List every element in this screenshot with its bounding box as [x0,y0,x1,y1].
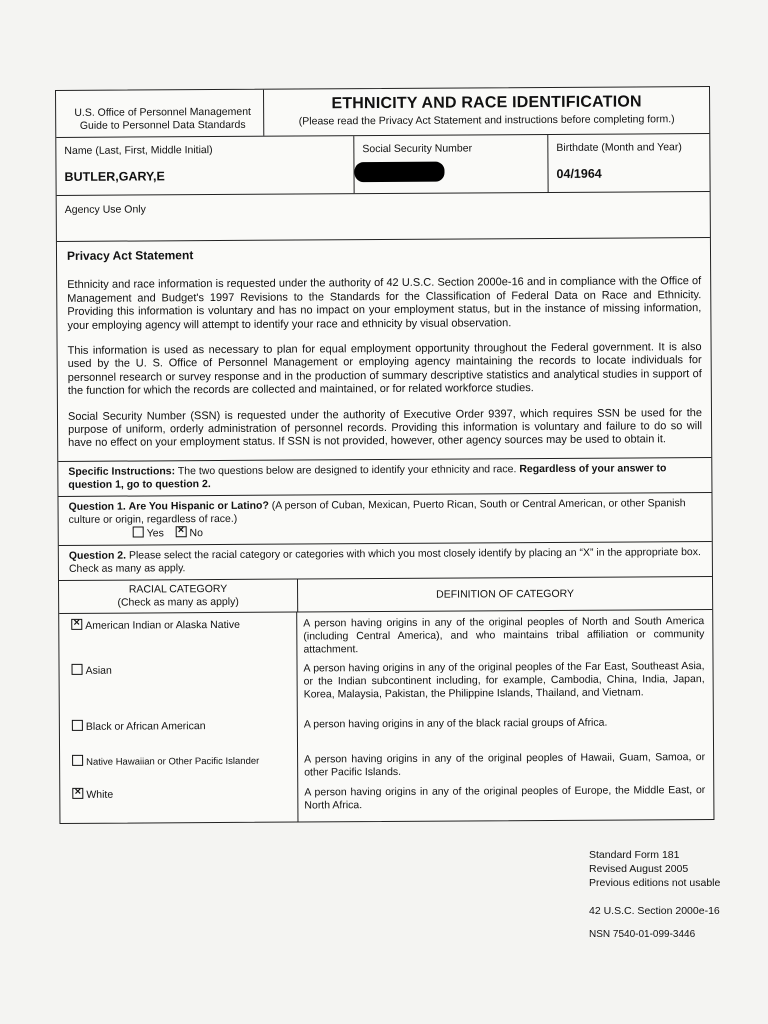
privacy-paragraph-3: Social Security Number (SSN) is requested under the authority of Executive Order 9397, which requires SSN be used for the purpose of uniform, orderly administration of personnel records. Providing this information is voluntary and failure to do so will have no effect on your employment status. If SSN is not provided, however, other agency sources may be used to obtain it. [67,406,703,450]
form-header [56,87,709,138]
form-subtitle: (Please read the Privacy Act Statement and instructions before completing form.) [298,113,675,128]
agency-block [56,90,264,137]
authority-line: 42 U.S.C. Section 2000e-16 [589,905,720,917]
no-label: No [189,526,203,540]
form-number-block [589,848,720,890]
category-cell [59,612,297,658]
category-cell [60,713,298,749]
question2 [59,542,712,580]
category-table-header [59,577,712,614]
yes-checkbox[interactable] [133,526,144,537]
category-table-body [59,610,713,823]
instructions-bold-text: Regardless of your answer to question 1, go to question 2. [68,462,667,491]
privacy-paragraph-2: This information is used as necessary to plan for equal employment opportunity throughout the Federal government. It is also used by the U. S. Office of Personnel Management or employing agency maintaining the records to locate individuals for personnel research or survey response and in the production of summary descriptive statistics and analytical studies in support of the function for which the records are collected and maintained, or for related workforce studies. [67,341,702,398]
category-checkbox[interactable] [72,664,83,675]
category-cell [60,748,298,782]
identity-row [56,134,709,196]
question1-options [133,523,703,540]
category-row [60,711,713,750]
racial-category-hint: (Check as many as apply) [117,595,239,609]
revision-date: Revised August 2005 [589,863,689,875]
category-label: Black or African American [85,719,206,733]
privacy-section [57,238,711,462]
definition-header: DEFINITION OF CATEGORY [436,587,575,601]
agency-use-label: Agency Use Only [64,203,146,216]
category-row [60,746,713,783]
racial-category-header [59,579,298,612]
category-definition: A person having origins in any of the original peoples of the Far East, Southeast Asia, or the Indian subcontinent including, for example, Cambodia, China, India, Japan, Korea, Malaysia, Pakistan, the Philippine Islands, Thailand, and Vietnam. [303,659,705,701]
category-checkbox[interactable] [72,720,83,731]
name-label: Name (Last, First, Middle Initial) [64,144,213,157]
agency-name: U.S. Office of Personnel Management [74,105,252,119]
category-row [59,610,712,659]
category-checkbox[interactable] [71,619,82,630]
agency-use-row [57,192,710,242]
category-row [60,779,713,823]
category-label: Asian [85,664,112,677]
privacy-paragraph-1: Ethnicity and race information is requested under the authority of 42 U.S.C. Section 2000e-16 and in compliance with the Office of Management and Budget's 1997 Revisions to the Standards for the Classification of Federal Data on Race and Ethnicity. Providing this information is voluntary and has no impact on your employment status, but in the instance of missing information, your employing agency will attempt to identify your race and ethnicity by visual observation. [67,275,702,332]
title-block [264,87,709,136]
ethnicity-race-form [55,86,714,824]
category-checkbox[interactable] [72,755,83,766]
no-checkbox[interactable] [175,526,186,537]
ssn-redaction [354,162,444,183]
category-checkbox[interactable] [72,788,83,799]
specific-instructions [58,458,711,496]
form-number: Standard Form 181 [589,849,680,861]
question1-label: Question 1. [68,500,126,513]
category-row [59,655,712,715]
instructions-label: Specific Instructions: [68,465,176,478]
previous-editions: Previous editions not usable [589,877,721,889]
question2-text: Please select the racial category or categories with which you most closely identify by placing an “X” in the appropriate box. Check as many as apply. [68,545,701,575]
question2-row [59,542,712,581]
category-cell [60,781,298,822]
privacy-heading: Privacy Act Statement [66,248,194,263]
category-definition: A person having origins in any of the original peoples of North and South America (including Central America), and who maintains tribal affiliation or community attachment. [303,614,705,656]
racial-category-title: RACIAL CATEGORY [128,582,228,596]
category-definition: A person having origins in any of the original peoples of Hawaii, Guam, Samoa, or other Pacific Islands. [304,750,706,779]
privacy-statement [57,238,711,461]
instructions-row [58,458,711,497]
name-field[interactable] [56,136,354,195]
question1-detail: (A person of Cuban, Mexican, Puerto Rican, South or Central American, or other Spanish culture or origin, regardless of race.) [68,497,686,526]
question1 [58,493,711,545]
category-cell [59,657,297,714]
birthdate-field[interactable] [548,134,709,192]
category-label: American Indian or Alaska Native [85,618,240,632]
question1-row [58,493,711,546]
category-definition: A person having origins in any of the black racial groups of Africa. [303,716,608,731]
category-label: Native Hawaiian or Other Pacific Islander [86,755,260,768]
yes-label: Yes [146,527,164,540]
ssn-field[interactable] [354,135,548,193]
form-title: ETHNICITY AND RACE IDENTIFICATION [331,93,642,113]
birthdate-value: 04/1964 [556,166,602,181]
name-value: BUTLER,GARY,E [64,169,165,184]
nsn-line: NSN 7540-01-099-3446 [589,929,696,940]
question1-text: Are You Hispanic or Latino? [128,499,269,513]
category-definition: A person having origins in any of the original peoples of Europe, the Middle East, or North Africa. [304,783,706,812]
category-label: White [86,788,114,801]
instructions-text: The two questions below are designed to identify your ethnicity and race. [177,463,517,478]
birthdate-label: Birthdate (Month and Year) [556,141,682,154]
ssn-label: Social Security Number [362,142,473,156]
question2-label: Question 2. [68,549,127,562]
agency-guide: Guide to Personnel Data Standards [79,118,246,132]
